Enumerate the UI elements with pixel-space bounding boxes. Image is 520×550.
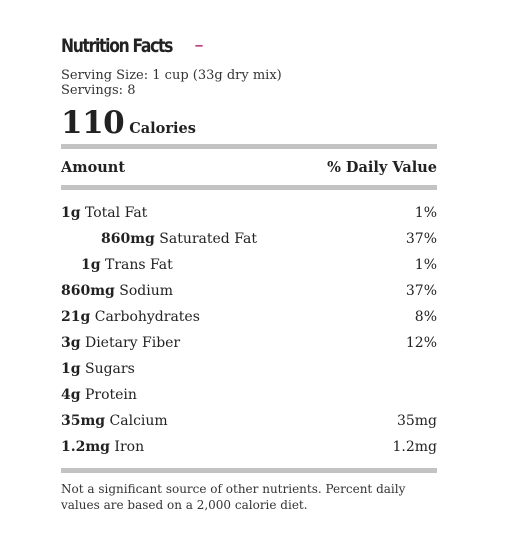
servings-count: Servings: 8 — [61, 83, 136, 98]
nutrient-name: Dietary Fiber — [84, 335, 181, 351]
nutrient-name: Sodium — [119, 283, 174, 299]
nutrient-label — [61, 413, 168, 429]
nutrient-row — [61, 226, 437, 252]
nutrient-label — [61, 361, 135, 377]
nutrient-row — [61, 356, 437, 382]
nutrient-amount: 4g — [61, 387, 81, 403]
nutrient-row — [61, 330, 437, 356]
header-daily-value: % Daily Value — [327, 158, 437, 176]
nutrient-label — [61, 205, 147, 221]
nutrient-name: Iron — [114, 439, 145, 455]
nutrient-label — [61, 257, 173, 273]
nutrient-name: Total Fat — [84, 205, 148, 221]
nutrient-row — [61, 252, 437, 278]
nutrient-row — [61, 278, 437, 304]
nutrient-row — [61, 200, 437, 226]
serving-size: Serving Size: 1 cup (33g dry mix) — [61, 68, 282, 83]
nutrient-label — [61, 309, 200, 325]
calories-row — [61, 104, 437, 142]
nutrient-row — [61, 382, 437, 408]
nutrient-daily-value: 1.2mg — [392, 439, 437, 455]
calories-value: 110 — [61, 105, 125, 141]
nutrient-amount: 35mg — [61, 413, 106, 429]
nutrient-row — [61, 408, 437, 434]
header-amount: Amount — [61, 158, 126, 176]
nutrient-amount: 3g — [61, 335, 81, 351]
nutrient-amount: 21g — [61, 309, 91, 325]
nutrient-row — [61, 434, 437, 460]
nutrient-name: Calcium — [109, 413, 168, 429]
nutrient-daily-value: 12% — [405, 335, 437, 351]
nutrient-amount: 1g — [61, 205, 81, 221]
nutrient-amount: 1g — [81, 257, 101, 273]
nutrient-amount: 860mg — [101, 231, 155, 247]
nutrition-facts-panel — [61, 30, 437, 513]
nutrient-name: Protein — [84, 387, 137, 403]
serving-info — [61, 68, 437, 98]
nutrient-name: Saturated Fat — [159, 231, 257, 247]
panel-title: Nutrition Facts — [61, 35, 173, 57]
footnote: Not a significant source of other nutrients. Percent daily values are based on a 2,000 calorie diet. — [61, 482, 406, 512]
nutrient-daily-value: 37% — [405, 283, 437, 299]
calories-label: Calories — [129, 120, 196, 137]
nutrient-label — [61, 387, 137, 403]
nutrient-daily-value: 35mg — [396, 413, 437, 429]
nutrient-label — [61, 335, 180, 351]
nutrient-label — [61, 439, 144, 455]
nutrient-amount: 860mg — [61, 283, 115, 299]
nutrient-name: Carbohydrates — [94, 309, 200, 325]
title-row — [61, 30, 437, 62]
nutrient-daily-value: 1% — [414, 257, 437, 273]
table-header — [61, 149, 437, 185]
nutrient-daily-value: 1% — [414, 205, 437, 221]
nutrient-row — [61, 304, 437, 330]
nutrient-amount: 1.2mg — [61, 439, 110, 455]
nutrient-name: Trans Fat — [104, 257, 173, 273]
nutrient-daily-value: 8% — [414, 309, 437, 325]
nutrient-daily-value: 37% — [405, 231, 437, 247]
nutrient-label — [61, 283, 173, 299]
nutrient-name: Sugars — [84, 361, 135, 377]
nutrient-label — [61, 231, 257, 247]
nutrient-rows — [61, 190, 437, 460]
collapse-toggle-icon[interactable]: – — [194, 35, 204, 56]
nutrient-amount: 1g — [61, 361, 81, 377]
divider-rule — [61, 468, 437, 473]
